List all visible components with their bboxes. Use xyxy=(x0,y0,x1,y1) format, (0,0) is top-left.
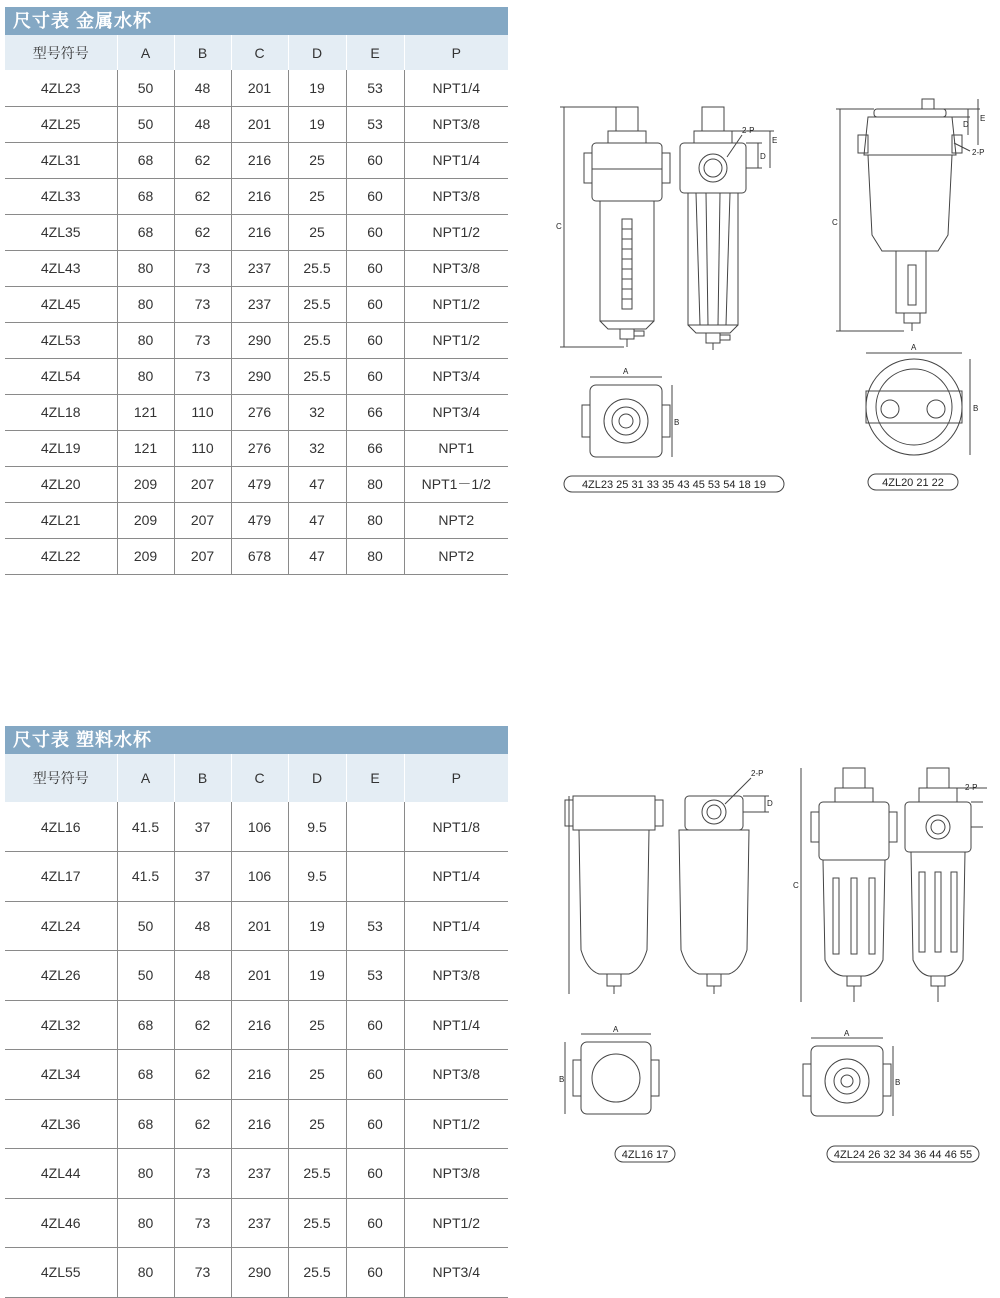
table-cell: 207 xyxy=(174,466,231,502)
table-cell: 479 xyxy=(231,502,288,538)
table-row xyxy=(5,250,508,286)
filter-front-view-1 xyxy=(560,107,670,347)
table-cell: 62 xyxy=(174,178,231,214)
table-cell: 62 xyxy=(174,1000,231,1050)
table-cell: 110 xyxy=(174,430,231,466)
model-cell: 4ZL23 xyxy=(5,70,117,106)
table-row xyxy=(5,1000,508,1050)
table-cell: 62 xyxy=(174,1099,231,1149)
table-cell: 47 xyxy=(288,502,346,538)
table-cell: 80 xyxy=(117,1149,174,1199)
plastic-filter-side-view-2 xyxy=(905,768,987,1002)
table-cell: NPT1/8 xyxy=(404,802,508,852)
table-cell: 216 xyxy=(231,142,288,178)
table-cell: NPT2 xyxy=(404,502,508,538)
table-cell: 68 xyxy=(117,214,174,250)
table-row xyxy=(5,538,508,574)
table-cell: 68 xyxy=(117,1000,174,1050)
dim-label-b-plastic-large: B xyxy=(895,1078,901,1087)
table-cell: NPT1/4 xyxy=(404,852,508,902)
table-cell: 216 xyxy=(231,1099,288,1149)
table-cell: 48 xyxy=(174,901,231,951)
table-cell: 60 xyxy=(346,214,404,250)
table-cell: 25.5 xyxy=(288,286,346,322)
table-cell: NPT1/4 xyxy=(404,142,508,178)
model-cell: 4ZL17 xyxy=(5,852,117,902)
table-cell: NPT1/2 xyxy=(404,1198,508,1248)
model-cell: 4ZL33 xyxy=(5,178,117,214)
table-cell: 47 xyxy=(288,466,346,502)
model-cell: 4ZL44 xyxy=(5,1149,117,1199)
table-cell: 106 xyxy=(231,852,288,902)
table-cell: NPT1－1/2 xyxy=(404,466,508,502)
dim-label-e-large: E xyxy=(980,114,986,123)
table-cell: 73 xyxy=(174,250,231,286)
filter-top-view-small xyxy=(582,377,672,457)
table-cell: 80 xyxy=(117,286,174,322)
dim-label-a-plastic-large: A xyxy=(844,1029,850,1038)
table-cell: 60 xyxy=(346,1099,404,1149)
table-cell: 25 xyxy=(288,1050,346,1100)
model-cell: 4ZL55 xyxy=(5,1248,117,1298)
table-cell: 41.5 xyxy=(117,852,174,902)
table-cell: NPT1/2 xyxy=(404,1099,508,1149)
table-row xyxy=(5,852,508,902)
table-row xyxy=(5,430,508,466)
table-cell: NPT3/8 xyxy=(404,250,508,286)
model-cell: 4ZL21 xyxy=(5,502,117,538)
table-cell: NPT1/4 xyxy=(404,1000,508,1050)
table-cell: 80 xyxy=(117,322,174,358)
table-cell: 201 xyxy=(231,951,288,1001)
table-cell: 66 xyxy=(346,430,404,466)
dim-label-port-2: 2-P xyxy=(751,769,764,778)
caption-plastic-1: 4ZL16 17 xyxy=(621,1149,669,1161)
table-row xyxy=(5,70,508,106)
plastic-section-title: 尺寸表 塑料水杯 xyxy=(5,726,508,754)
table-cell: NPT1/2 xyxy=(404,322,508,358)
metal-filter-drawings xyxy=(550,95,995,500)
model-cell: 4ZL22 xyxy=(5,538,117,574)
table-cell: 25.5 xyxy=(288,358,346,394)
table-row xyxy=(5,178,508,214)
table-cell: 41.5 xyxy=(117,802,174,852)
table-cell: 237 xyxy=(231,286,288,322)
dim-label-e-1: E xyxy=(772,136,778,145)
metal-header-row xyxy=(5,35,508,70)
table-row xyxy=(5,901,508,951)
table-cell: 62 xyxy=(174,1050,231,1100)
table-cell: 60 xyxy=(346,142,404,178)
table-cell: 50 xyxy=(117,70,174,106)
table-cell: NPT3/8 xyxy=(404,1050,508,1100)
table-cell: 73 xyxy=(174,322,231,358)
header-col-2: B xyxy=(174,754,231,802)
model-cell: 4ZL36 xyxy=(5,1099,117,1149)
model-cell: 4ZL53 xyxy=(5,322,117,358)
table-cell: 66 xyxy=(346,394,404,430)
table-cell: 25.5 xyxy=(288,322,346,358)
table-row xyxy=(5,106,508,142)
table-cell: 73 xyxy=(174,1198,231,1248)
table-cell: 25.5 xyxy=(288,1198,346,1248)
header-col-3: C xyxy=(231,35,288,70)
table-cell: 53 xyxy=(346,901,404,951)
dim-label-a-small: A xyxy=(623,367,629,376)
table-cell: 48 xyxy=(174,70,231,106)
table-cell: 80 xyxy=(117,1248,174,1298)
table-cell: NPT1/4 xyxy=(404,70,508,106)
table-row xyxy=(5,322,508,358)
model-cell: 4ZL46 xyxy=(5,1198,117,1248)
table-cell: 60 xyxy=(346,322,404,358)
table-cell: 25 xyxy=(288,142,346,178)
header-col-1: A xyxy=(117,35,174,70)
dim-label-b-large: B xyxy=(973,404,979,413)
table-cell: 60 xyxy=(346,1198,404,1248)
table-row xyxy=(5,358,508,394)
table-cell: NPT3/8 xyxy=(404,951,508,1001)
model-cell: 4ZL19 xyxy=(5,430,117,466)
model-cell: 4ZL31 xyxy=(5,142,117,178)
table-cell: 25 xyxy=(288,1000,346,1050)
header-col-4: D xyxy=(288,35,346,70)
dim-label-c-2: C xyxy=(793,881,799,890)
table-cell: 19 xyxy=(288,70,346,106)
dim-label-port-large: 2-P xyxy=(972,148,985,157)
table-cell: 68 xyxy=(117,1050,174,1100)
table-cell: NPT3/8 xyxy=(404,106,508,142)
table-row xyxy=(5,951,508,1001)
table-cell: 201 xyxy=(231,106,288,142)
table-cell: NPT3/4 xyxy=(404,394,508,430)
filter-side-view-1 xyxy=(680,107,774,350)
plastic-filter-drawings xyxy=(555,760,995,1165)
table-cell: 290 xyxy=(231,1248,288,1298)
table-cell: 80 xyxy=(346,502,404,538)
table-cell: 37 xyxy=(174,802,231,852)
dim-label-b-plastic-small: B xyxy=(559,1075,565,1084)
header-col-3: C xyxy=(231,754,288,802)
header-col-5: E xyxy=(346,754,404,802)
model-cell: 4ZL26 xyxy=(5,951,117,1001)
model-cell: 4ZL34 xyxy=(5,1050,117,1100)
table-cell: 60 xyxy=(346,358,404,394)
table-cell: 216 xyxy=(231,178,288,214)
table-cell: 80 xyxy=(117,1198,174,1248)
table-cell: 9.5 xyxy=(288,852,346,902)
caption-metal-1: 4ZL23 25 31 33 35 43 45 53 54 18 19 xyxy=(581,479,767,491)
table-row xyxy=(5,1050,508,1100)
table-cell: 73 xyxy=(174,1248,231,1298)
table-cell: 207 xyxy=(174,538,231,574)
table-cell: 121 xyxy=(117,430,174,466)
header-col-6: P xyxy=(404,35,508,70)
table-cell: 80 xyxy=(346,466,404,502)
dim-label-c: C xyxy=(556,222,562,231)
table-row xyxy=(5,286,508,322)
table-cell: 48 xyxy=(174,106,231,142)
dim-label-d-2: D xyxy=(767,799,773,808)
table-row xyxy=(5,502,508,538)
table-cell: 216 xyxy=(231,214,288,250)
table-cell: 276 xyxy=(231,430,288,466)
table-cell: 209 xyxy=(117,466,174,502)
table-row xyxy=(5,1198,508,1248)
table-cell: 68 xyxy=(117,1099,174,1149)
table-cell: 60 xyxy=(346,250,404,286)
table-cell xyxy=(346,852,404,902)
model-cell: 4ZL16 xyxy=(5,802,117,852)
table-cell: 47 xyxy=(288,538,346,574)
table-cell: 68 xyxy=(117,178,174,214)
table-cell: 290 xyxy=(231,322,288,358)
table-cell: NPT3/8 xyxy=(404,178,508,214)
model-cell: 4ZL43 xyxy=(5,250,117,286)
table-cell: 73 xyxy=(174,358,231,394)
header-model: 型号符号 xyxy=(5,754,117,802)
table-cell: 73 xyxy=(174,286,231,322)
table-cell: NPT1/4 xyxy=(404,901,508,951)
table-cell: 60 xyxy=(346,1149,404,1199)
table-cell: 80 xyxy=(346,538,404,574)
table-cell xyxy=(346,802,404,852)
filter-top-view-large xyxy=(866,353,970,455)
table-cell: 25 xyxy=(288,178,346,214)
table-cell: 80 xyxy=(117,250,174,286)
dim-label-a-large: A xyxy=(911,343,917,352)
table-cell: 25.5 xyxy=(288,1248,346,1298)
plastic-top-view-large xyxy=(803,1038,893,1116)
table-cell: 53 xyxy=(346,70,404,106)
header-model: 型号符号 xyxy=(5,35,117,70)
caption-plastic-2: 4ZL24 26 32 34 36 44 46 55 xyxy=(833,1149,973,1161)
table-cell: 60 xyxy=(346,1000,404,1050)
plastic-spec-table xyxy=(5,754,508,1298)
plastic-filter-side-view-1 xyxy=(679,778,769,994)
table-cell: 237 xyxy=(231,1198,288,1248)
table-row xyxy=(5,142,508,178)
table-cell: NPT1/2 xyxy=(404,214,508,250)
table-cell: 25.5 xyxy=(288,1149,346,1199)
table-row xyxy=(5,1149,508,1199)
model-cell: 4ZL18 xyxy=(5,394,117,430)
table-cell: 19 xyxy=(288,106,346,142)
table-cell: 62 xyxy=(174,142,231,178)
table-cell: 237 xyxy=(231,250,288,286)
table-cell: 290 xyxy=(231,358,288,394)
table-cell: 19 xyxy=(288,901,346,951)
model-cell: 4ZL20 xyxy=(5,466,117,502)
dim-label-a-plastic-small: A xyxy=(613,1025,619,1034)
table-row xyxy=(5,466,508,502)
table-cell: NPT2 xyxy=(404,538,508,574)
table-cell: 80 xyxy=(117,358,174,394)
table-row xyxy=(5,1248,508,1298)
caption-metal-2: 4ZL20 21 22 xyxy=(882,477,944,489)
dim-label-port-3: 2-P xyxy=(965,783,978,792)
table-cell: 209 xyxy=(117,538,174,574)
table-cell: 50 xyxy=(117,901,174,951)
header-col-5: E xyxy=(346,35,404,70)
table-cell: 32 xyxy=(288,394,346,430)
header-col-2: B xyxy=(174,35,231,70)
header-col-4: D xyxy=(288,754,346,802)
table-cell: 53 xyxy=(346,951,404,1001)
table-cell: NPT1 xyxy=(404,430,508,466)
table-row xyxy=(5,1099,508,1149)
table-cell: 201 xyxy=(231,70,288,106)
plastic-filter-front-view-1 xyxy=(565,796,663,994)
table-cell: 50 xyxy=(117,951,174,1001)
table-cell: 121 xyxy=(117,394,174,430)
table-cell: 106 xyxy=(231,802,288,852)
table-cell: 25 xyxy=(288,214,346,250)
table-cell: 60 xyxy=(346,1050,404,1100)
table-cell: 25.5 xyxy=(288,250,346,286)
table-cell: 50 xyxy=(117,106,174,142)
filter-large-front-view xyxy=(836,99,980,331)
table-row xyxy=(5,394,508,430)
table-cell: NPT3/4 xyxy=(404,358,508,394)
table-cell: 60 xyxy=(346,286,404,322)
table-cell: NPT1/2 xyxy=(404,286,508,322)
table-cell: 207 xyxy=(174,502,231,538)
table-cell: 201 xyxy=(231,901,288,951)
plastic-top-view-small xyxy=(565,1034,659,1114)
metal-spec-table xyxy=(5,35,508,575)
table-cell: 678 xyxy=(231,538,288,574)
header-col-6: P xyxy=(404,754,508,802)
table-cell: 19 xyxy=(288,951,346,1001)
table-cell: 216 xyxy=(231,1000,288,1050)
model-cell: 4ZL35 xyxy=(5,214,117,250)
dim-label-d-large: D xyxy=(963,120,969,129)
table-cell: 209 xyxy=(117,502,174,538)
table-cell: 73 xyxy=(174,1149,231,1199)
dim-label-port-1: 2-P xyxy=(742,126,755,135)
model-cell: 4ZL45 xyxy=(5,286,117,322)
table-cell: 479 xyxy=(231,466,288,502)
table-cell: 237 xyxy=(231,1149,288,1199)
table-cell: 37 xyxy=(174,852,231,902)
table-cell: 9.5 xyxy=(288,802,346,852)
metal-section-title: 尺寸表 金属水杯 xyxy=(5,7,508,35)
model-cell: 4ZL24 xyxy=(5,901,117,951)
table-cell: 276 xyxy=(231,394,288,430)
dim-label-b-small: B xyxy=(674,418,680,427)
table-cell: 216 xyxy=(231,1050,288,1100)
table-row xyxy=(5,214,508,250)
table-cell: 32 xyxy=(288,430,346,466)
table-cell: 60 xyxy=(346,1248,404,1298)
dim-label-d-1: D xyxy=(760,152,766,161)
table-row xyxy=(5,802,508,852)
table-cell: NPT3/4 xyxy=(404,1248,508,1298)
table-cell: NPT3/8 xyxy=(404,1149,508,1199)
table-cell: 53 xyxy=(346,106,404,142)
table-cell: 68 xyxy=(117,142,174,178)
header-col-1: A xyxy=(117,754,174,802)
table-cell: 25 xyxy=(288,1099,346,1149)
model-cell: 4ZL54 xyxy=(5,358,117,394)
plastic-filter-front-view-2 xyxy=(801,768,897,1002)
table-cell: 60 xyxy=(346,178,404,214)
plastic-header-row xyxy=(5,754,508,802)
model-cell: 4ZL25 xyxy=(5,106,117,142)
dim-label-c-large: C xyxy=(832,218,838,227)
table-cell: 62 xyxy=(174,214,231,250)
table-cell: 110 xyxy=(174,394,231,430)
table-cell: 48 xyxy=(174,951,231,1001)
model-cell: 4ZL32 xyxy=(5,1000,117,1050)
